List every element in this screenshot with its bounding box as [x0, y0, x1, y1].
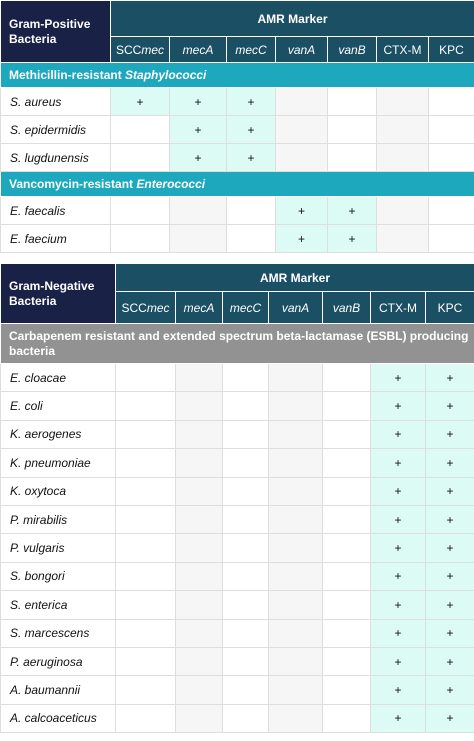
marker-cell: +	[371, 420, 426, 448]
marker-cell	[269, 562, 323, 590]
marker-cell	[116, 619, 176, 647]
marker-cell	[323, 676, 371, 704]
marker-cell: +	[371, 505, 426, 533]
marker-cell	[269, 505, 323, 533]
column-label: KPC	[439, 42, 464, 57]
marker-cell: +	[371, 619, 426, 647]
marker-cell	[223, 534, 269, 562]
marker-cell	[276, 144, 328, 172]
marker-cell: +	[371, 647, 426, 675]
table-row	[1, 704, 474, 732]
marker-cell	[223, 477, 269, 505]
marker-cell: +	[426, 420, 474, 448]
marker-cell: +	[426, 647, 474, 675]
marker-cell: +	[426, 449, 474, 477]
marker-cell: +	[426, 392, 474, 420]
gram-positive-table	[0, 0, 474, 253]
marker-cell	[377, 144, 429, 172]
species-name: E. coli	[1, 392, 116, 420]
table-row	[1, 534, 474, 562]
header-row	[1, 264, 474, 292]
marker-cell	[276, 88, 328, 116]
marker-cell	[323, 449, 371, 477]
marker-cell	[323, 420, 371, 448]
marker-cell: +	[170, 116, 227, 144]
group-header-line: Bacteria	[9, 293, 57, 308]
marker-cell: +	[371, 704, 426, 732]
marker-cell	[223, 392, 269, 420]
group-header	[1, 264, 116, 324]
section-title-italic: Enterococci	[136, 177, 206, 191]
species-name: E. cloacae	[1, 364, 116, 392]
table-row	[1, 225, 474, 253]
marker-cell: +	[227, 144, 276, 172]
marker-cell	[223, 676, 269, 704]
amr-marker-header: AMR Marker	[111, 1, 474, 37]
section-row	[1, 63, 474, 88]
column-label: CTX-M	[383, 42, 422, 57]
column-gene: vanA	[287, 42, 316, 57]
marker-cell: +	[276, 197, 328, 225]
marker-cell	[111, 144, 170, 172]
marker-cell: +	[371, 477, 426, 505]
marker-cell	[269, 704, 323, 732]
marker-cell: +	[371, 562, 426, 590]
column-header	[116, 292, 176, 324]
marker-cell	[223, 505, 269, 533]
column-gene: mecC	[229, 300, 262, 315]
marker-cell	[116, 477, 176, 505]
marker-cell	[269, 591, 323, 619]
marker-cell	[111, 197, 170, 225]
marker-cell	[323, 505, 371, 533]
species-name: S. aureus	[1, 88, 111, 116]
marker-cell	[176, 449, 223, 477]
marker-cell	[176, 364, 223, 392]
marker-cell: +	[328, 225, 377, 253]
column-header	[371, 292, 426, 324]
species-name: A. baumannii	[1, 676, 116, 704]
marker-cell	[223, 704, 269, 732]
species-name: P. vulgaris	[1, 534, 116, 562]
marker-cell: +	[371, 392, 426, 420]
column-label: KPC	[437, 300, 463, 315]
table-row	[1, 591, 474, 619]
column-header	[170, 37, 227, 63]
marker-cell	[223, 420, 269, 448]
marker-cell	[269, 477, 323, 505]
group-header	[1, 1, 111, 63]
marker-cell	[176, 477, 223, 505]
marker-cell: +	[426, 676, 474, 704]
marker-cell: +	[170, 88, 227, 116]
marker-cell	[269, 392, 323, 420]
marker-cell	[328, 88, 377, 116]
marker-cell	[429, 116, 474, 144]
species-name: P. aeruginosa	[1, 647, 116, 675]
species-name: P. mirabilis	[1, 505, 116, 533]
marker-cell	[176, 392, 223, 420]
marker-cell	[116, 420, 176, 448]
table-row	[1, 364, 474, 392]
species-name: A. calcoaceticus	[1, 704, 116, 732]
marker-cell	[269, 364, 323, 392]
marker-cell: +	[426, 619, 474, 647]
column-prefix: SCC	[121, 300, 147, 315]
marker-cell	[269, 449, 323, 477]
section-title	[1, 172, 474, 197]
column-prefix: SCC	[115, 42, 142, 57]
header-row	[1, 1, 474, 37]
marker-cell: +	[111, 88, 170, 116]
table-row	[1, 116, 474, 144]
marker-cell	[377, 197, 429, 225]
species-name: K. aerogenes	[1, 420, 116, 448]
species-name: K. oxytoca	[1, 477, 116, 505]
gram-negative-table	[0, 263, 474, 733]
species-name: S. bongori	[1, 562, 116, 590]
marker-cell: +	[371, 676, 426, 704]
marker-cell	[116, 449, 176, 477]
marker-cell	[323, 704, 371, 732]
marker-cell: +	[170, 144, 227, 172]
column-gene: vanB	[338, 42, 366, 57]
marker-cell	[116, 562, 176, 590]
marker-cell	[323, 647, 371, 675]
species-name: E. faecalis	[1, 197, 111, 225]
marker-cell	[176, 420, 223, 448]
marker-cell	[377, 225, 429, 253]
marker-cell	[111, 116, 170, 144]
marker-cell	[323, 477, 371, 505]
marker-cell	[223, 647, 269, 675]
marker-cell	[116, 676, 176, 704]
marker-cell	[170, 197, 227, 225]
section-title-text: Methicillin-resistant	[9, 68, 126, 82]
marker-cell: +	[227, 116, 276, 144]
marker-cell	[116, 704, 176, 732]
marker-cell: +	[426, 477, 474, 505]
marker-cell	[223, 619, 269, 647]
column-header	[227, 37, 276, 63]
marker-cell	[223, 591, 269, 619]
column-label: CTX-M	[379, 300, 417, 315]
marker-cell	[227, 197, 276, 225]
column-gene: mecA	[182, 42, 214, 57]
amr-marker-header: AMR Marker	[116, 264, 474, 292]
column-header	[223, 292, 269, 324]
marker-cell	[116, 647, 176, 675]
marker-cell	[227, 225, 276, 253]
marker-cell	[429, 197, 474, 225]
marker-cell	[269, 647, 323, 675]
marker-cell	[269, 676, 323, 704]
column-header	[377, 37, 429, 63]
marker-cell	[323, 562, 371, 590]
species-name: K. pneumoniae	[1, 449, 116, 477]
table-row	[1, 562, 474, 590]
marker-cell: +	[426, 534, 474, 562]
group-header-line: Gram-Positive	[9, 16, 91, 31]
marker-cell	[111, 225, 170, 253]
table-row	[1, 392, 474, 420]
marker-cell: +	[328, 197, 377, 225]
marker-cell: +	[426, 704, 474, 732]
marker-cell	[176, 591, 223, 619]
species-name: S. enterica	[1, 591, 116, 619]
marker-cell: +	[426, 364, 474, 392]
column-gene: mecC	[235, 42, 267, 57]
marker-cell	[116, 364, 176, 392]
column-header	[111, 37, 170, 63]
marker-cell: +	[426, 591, 474, 619]
column-header	[176, 292, 223, 324]
section-title	[1, 324, 474, 364]
marker-cell	[276, 116, 328, 144]
column-header	[426, 292, 474, 324]
marker-cell	[116, 505, 176, 533]
marker-cell	[116, 534, 176, 562]
column-gene: vanB	[332, 300, 361, 315]
marker-cell: +	[426, 562, 474, 590]
marker-cell	[323, 534, 371, 562]
table-row	[1, 477, 474, 505]
marker-cell	[176, 505, 223, 533]
marker-cell	[116, 392, 176, 420]
column-gene: mec	[141, 42, 164, 57]
marker-cell	[328, 144, 377, 172]
table-row	[1, 144, 474, 172]
marker-cell	[176, 704, 223, 732]
marker-cell: +	[276, 225, 328, 253]
marker-cell	[223, 364, 269, 392]
marker-cell	[116, 591, 176, 619]
column-header	[276, 37, 328, 63]
column-gene: mecA	[183, 300, 215, 315]
species-name: E. faecium	[1, 225, 111, 253]
table-row	[1, 420, 474, 448]
table-row	[1, 505, 474, 533]
marker-cell	[429, 225, 474, 253]
table-row	[1, 197, 474, 225]
section-title-text: Carbapenem resistant and extended spectrum beta-lactamase (ESBL) producing bacteria	[9, 328, 469, 358]
marker-cell	[176, 619, 223, 647]
column-header	[269, 292, 323, 324]
column-gene: mec	[146, 300, 170, 315]
column-header	[323, 292, 371, 324]
group-header-line: Bacteria	[9, 31, 57, 46]
column-gene: vanA	[281, 300, 310, 315]
column-header	[429, 37, 474, 63]
marker-cell	[176, 534, 223, 562]
table-row	[1, 676, 474, 704]
marker-cell	[223, 449, 269, 477]
table-row	[1, 647, 474, 675]
column-header	[328, 37, 377, 63]
species-name: S. epidermidis	[1, 116, 111, 144]
marker-cell	[269, 420, 323, 448]
marker-cell	[328, 116, 377, 144]
marker-cell	[176, 676, 223, 704]
marker-cell: +	[371, 449, 426, 477]
marker-cell: +	[371, 591, 426, 619]
marker-cell	[323, 364, 371, 392]
marker-cell	[377, 88, 429, 116]
marker-cell	[323, 591, 371, 619]
section-title-italic: Staphylococci	[125, 68, 207, 82]
marker-cell	[323, 392, 371, 420]
marker-cell	[170, 225, 227, 253]
species-name: S. lugdunensis	[1, 144, 111, 172]
table-row	[1, 619, 474, 647]
marker-cell	[429, 88, 474, 116]
marker-cell	[429, 144, 474, 172]
section-title-text: Vancomycin-resistant	[9, 177, 137, 191]
section-row	[1, 324, 474, 364]
group-header-line: Gram-Negative	[9, 278, 95, 293]
marker-cell: +	[371, 364, 426, 392]
marker-cell: +	[371, 534, 426, 562]
table-row	[1, 88, 474, 116]
marker-cell	[269, 534, 323, 562]
marker-cell	[269, 619, 323, 647]
marker-cell	[377, 116, 429, 144]
species-name: S. marcescens	[1, 619, 116, 647]
table-row	[1, 449, 474, 477]
marker-cell	[176, 647, 223, 675]
marker-cell: +	[426, 505, 474, 533]
marker-cell	[223, 562, 269, 590]
marker-cell: +	[227, 88, 276, 116]
section-title	[1, 63, 474, 88]
section-row	[1, 172, 474, 197]
marker-cell	[323, 619, 371, 647]
marker-cell	[176, 562, 223, 590]
